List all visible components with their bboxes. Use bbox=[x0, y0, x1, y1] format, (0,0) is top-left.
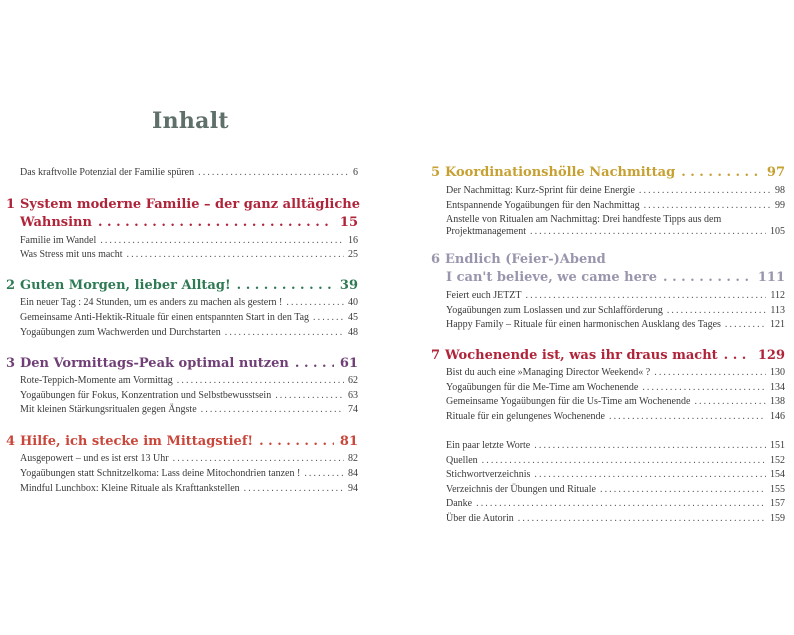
toc-entry-page: 82 bbox=[348, 453, 358, 464]
toc-entry-label: Stichwortverzeichnis bbox=[446, 469, 531, 480]
toc-entry-page: 152 bbox=[770, 455, 785, 466]
chapter-number: 2 bbox=[6, 278, 16, 293]
chapter-page: 39 bbox=[339, 278, 358, 293]
dot-leader bbox=[639, 185, 771, 197]
dot-leader bbox=[642, 382, 766, 394]
dot-leader bbox=[259, 434, 334, 450]
toc-entry[interactable] bbox=[446, 200, 785, 212]
chapter-2-heading[interactable] bbox=[6, 278, 358, 294]
toc-entry-page: 105 bbox=[770, 226, 785, 237]
toc-entry-label: Bist du auch eine »Managing Director Weekend« ? bbox=[446, 367, 651, 378]
dot-leader bbox=[724, 348, 752, 364]
page-title: Inhalt bbox=[152, 108, 229, 134]
dot-leader bbox=[644, 200, 771, 212]
dot-leader bbox=[534, 469, 766, 481]
chapter-page: 81 bbox=[339, 434, 358, 449]
toc-entry[interactable] bbox=[20, 327, 358, 339]
toc-entry-page: 84 bbox=[348, 468, 358, 479]
dot-leader bbox=[244, 483, 344, 495]
toc-entry-label: Was Stress mit uns macht bbox=[20, 249, 123, 260]
chapter-page: 97 bbox=[766, 165, 785, 180]
toc-entry-appendix[interactable] bbox=[446, 455, 785, 467]
chapter-title: System moderne Familie – der ganz alltägliche bbox=[20, 197, 360, 212]
chapter-title: Endlich (Feier-)Abend bbox=[445, 252, 606, 267]
toc-entry-page: 154 bbox=[770, 469, 785, 480]
chapter-number: 1 bbox=[6, 197, 16, 212]
toc-entry-label: Der Nachmittag: Kurz-Sprint für deine Energie bbox=[446, 185, 635, 196]
toc-entry-page: 157 bbox=[770, 498, 785, 509]
toc-entry[interactable] bbox=[20, 483, 358, 495]
chapter-number: 6 bbox=[431, 252, 441, 267]
toc-entry[interactable] bbox=[446, 411, 785, 423]
chapter-title: Koordinationshölle Nachmittag bbox=[445, 165, 676, 180]
dot-leader bbox=[177, 375, 344, 387]
toc-entry-page: 6 bbox=[353, 167, 358, 178]
toc-entry-intro[interactable] bbox=[20, 167, 358, 179]
toc-entry-label: Ausgepowert – und es ist erst 13 Uhr bbox=[20, 453, 169, 464]
dot-leader bbox=[609, 411, 766, 423]
dot-leader bbox=[100, 235, 344, 247]
dot-leader bbox=[600, 484, 766, 496]
dot-leader bbox=[237, 278, 334, 294]
toc-entry[interactable] bbox=[20, 312, 358, 324]
toc-entry-appendix[interactable] bbox=[446, 484, 785, 496]
chapter-1-heading[interactable] bbox=[6, 197, 358, 213]
toc-entry-label: Entspannende Yogaübungen für den Nachmittag bbox=[446, 200, 640, 211]
toc-entry-label: Familie im Wandel bbox=[20, 235, 97, 246]
toc-entry-label: Ein neuer Tag : 24 Stunden, um es anders zu machen als gestern ! bbox=[20, 297, 283, 308]
dot-leader bbox=[654, 367, 766, 379]
toc-entry-label: Yogaübungen zum Loslassen und zur Schlafförderung bbox=[446, 305, 663, 316]
toc-entry-wrapped-line1[interactable]: Anstelle von Ritualen am Nachmittag: Drei handfeste Tipps aus dem bbox=[446, 214, 722, 225]
chapter-page: 61 bbox=[339, 356, 358, 371]
toc-entry-page: 159 bbox=[770, 513, 785, 524]
toc-entry[interactable] bbox=[446, 319, 785, 331]
toc-entry-label: Feiert euch JETZT bbox=[446, 290, 522, 301]
dot-leader bbox=[534, 440, 766, 452]
chapter-title: Guten Morgen, lieber Alltag! bbox=[20, 278, 231, 293]
toc-entry-label: Ein paar letzte Worte bbox=[446, 440, 531, 451]
dot-leader bbox=[295, 356, 334, 372]
chapter-page: 111 bbox=[757, 270, 785, 285]
dot-leader bbox=[198, 167, 349, 179]
dot-leader bbox=[304, 468, 344, 480]
dot-leader bbox=[313, 312, 344, 324]
toc-entry-page: 48 bbox=[348, 327, 358, 338]
toc-entry[interactable] bbox=[20, 453, 358, 465]
toc-entry-label: Das kraftvolle Potenzial der Familie spüren bbox=[20, 167, 195, 178]
toc-entry[interactable] bbox=[20, 404, 358, 416]
dot-leader bbox=[725, 319, 766, 331]
toc-entry-page: 45 bbox=[348, 312, 358, 323]
toc-entry-page: 63 bbox=[348, 390, 358, 401]
toc-entry-label: Happy Family – Rituale für einen harmonischen Ausklang des Tages bbox=[446, 319, 721, 330]
dot-leader bbox=[476, 498, 766, 510]
toc-entry-appendix[interactable] bbox=[446, 513, 785, 525]
toc-entry-page: 151 bbox=[770, 440, 785, 451]
toc-entry-page: 121 bbox=[770, 319, 785, 330]
chapter-number: 5 bbox=[431, 165, 441, 180]
toc-entry[interactable] bbox=[20, 249, 358, 261]
toc-entry-label: Projektmanagement bbox=[446, 226, 526, 237]
toc-entry-page: 40 bbox=[348, 297, 358, 308]
toc-entry-page: 138 bbox=[770, 396, 785, 407]
toc-entry-label: Yogaübungen für die Me-Time am Wochenende bbox=[446, 382, 639, 393]
toc-entry-label: Yogaübungen für Fokus, Konzentration und Selbstbewusstsein bbox=[20, 390, 272, 401]
chapter-4-heading[interactable] bbox=[6, 434, 358, 450]
toc-entry-appendix[interactable] bbox=[446, 440, 785, 452]
toc-entry-page: 112 bbox=[770, 290, 785, 301]
dot-leader bbox=[201, 404, 344, 416]
toc-entry-label: Mit kleinen Stärkungsritualen gegen Ängste bbox=[20, 404, 197, 415]
toc-entry-label: Danke bbox=[446, 498, 473, 509]
toc-entry[interactable] bbox=[446, 396, 785, 408]
toc-entry[interactable] bbox=[446, 185, 785, 197]
dot-leader bbox=[275, 390, 344, 402]
toc-entry-page: 62 bbox=[348, 375, 358, 386]
toc-entry-appendix[interactable] bbox=[446, 469, 785, 481]
toc-entry-label: Gemeinsame Yogaübungen für die Us-Time am Wochenende bbox=[446, 396, 691, 407]
chapter-5-heading[interactable] bbox=[431, 165, 785, 181]
toc-entry-label: Yogaübungen zum Wachwerden und Durchstarten bbox=[20, 327, 221, 338]
dot-leader bbox=[694, 396, 766, 408]
chapter-6-heading-line2[interactable] bbox=[446, 270, 785, 286]
dot-leader bbox=[286, 297, 344, 309]
toc-entry[interactable] bbox=[20, 375, 358, 387]
toc-entry-label: Rote-Teppich-Momente am Vormittag bbox=[20, 375, 173, 386]
toc-entry-label: Über die Autorin bbox=[446, 513, 514, 524]
toc-entry-wrapped[interactable] bbox=[446, 226, 785, 238]
toc-entry-label: Yogaübungen statt Schnitzelkoma: Lass deine Mitochondrien tanzen ! bbox=[20, 468, 301, 479]
toc-entry[interactable] bbox=[20, 235, 358, 247]
chapter-title: Wochenende ist, was ihr draus macht bbox=[445, 348, 718, 363]
toc-entry[interactable] bbox=[20, 468, 358, 480]
dot-leader bbox=[681, 165, 761, 181]
toc-entry-page: 25 bbox=[348, 249, 358, 260]
toc-entry[interactable] bbox=[446, 382, 785, 394]
toc-entry-page: 134 bbox=[770, 382, 785, 393]
dot-leader bbox=[127, 249, 344, 261]
dot-leader bbox=[667, 305, 767, 317]
toc-entry-page: 98 bbox=[775, 185, 785, 196]
toc-entry-page: 146 bbox=[770, 411, 785, 422]
chapter-title: Den Vormittags-Peak optimal nutzen bbox=[20, 356, 289, 371]
toc-entry[interactable] bbox=[20, 390, 358, 402]
dot-leader bbox=[518, 513, 766, 525]
toc-entry-label: Quellen bbox=[446, 455, 478, 466]
toc-entry[interactable] bbox=[20, 297, 358, 309]
toc-entry-label: Gemeinsame Anti-Hektik-Rituale für einen entspannten Start in den Tag bbox=[20, 312, 310, 323]
toc-entry-label: Rituale für ein gelungenes Wochenende bbox=[446, 411, 605, 422]
dot-leader bbox=[482, 455, 766, 467]
chapter-title: Hilfe, ich stecke im Mittagstief! bbox=[20, 434, 254, 449]
toc-entry[interactable] bbox=[446, 305, 785, 317]
chapter-3-heading[interactable] bbox=[6, 356, 358, 372]
toc-entry-page: 130 bbox=[770, 367, 785, 378]
dot-leader bbox=[225, 327, 344, 339]
chapter-title-line2: Wahnsinn bbox=[20, 215, 92, 230]
toc-entry-appendix[interactable] bbox=[446, 498, 785, 510]
chapter-number: 3 bbox=[6, 356, 16, 371]
chapter-number: 7 bbox=[431, 348, 441, 363]
chapter-1-heading-line2[interactable] bbox=[20, 215, 358, 231]
chapter-title-line2: I can't believe, we came here bbox=[446, 270, 658, 285]
toc-entry-page: 74 bbox=[348, 404, 358, 415]
dot-leader bbox=[663, 270, 752, 286]
dot-leader bbox=[98, 215, 334, 231]
toc-entry-page: 94 bbox=[348, 483, 358, 494]
toc-entry-page: 155 bbox=[770, 484, 785, 495]
toc-entry-page: 113 bbox=[770, 305, 785, 316]
toc-entry[interactable] bbox=[446, 290, 785, 302]
toc-entry-page: 99 bbox=[775, 200, 785, 211]
dot-leader bbox=[173, 453, 344, 465]
chapter-page: 129 bbox=[757, 348, 785, 363]
toc-entry-page: 16 bbox=[348, 235, 358, 246]
chapter-page: 15 bbox=[339, 215, 358, 230]
toc-entry-label: Verzeichnis der Übungen und Rituale bbox=[446, 484, 596, 495]
chapter-6-heading[interactable] bbox=[431, 252, 785, 268]
chapter-number: 4 bbox=[6, 434, 16, 449]
toc-entry[interactable] bbox=[446, 367, 785, 379]
dot-leader bbox=[526, 290, 767, 302]
toc-entry-label: Mindful Lunchbox: Kleine Rituale als Krafttankstellen bbox=[20, 483, 240, 494]
dot-leader bbox=[530, 226, 766, 238]
chapter-7-heading[interactable] bbox=[431, 348, 785, 364]
